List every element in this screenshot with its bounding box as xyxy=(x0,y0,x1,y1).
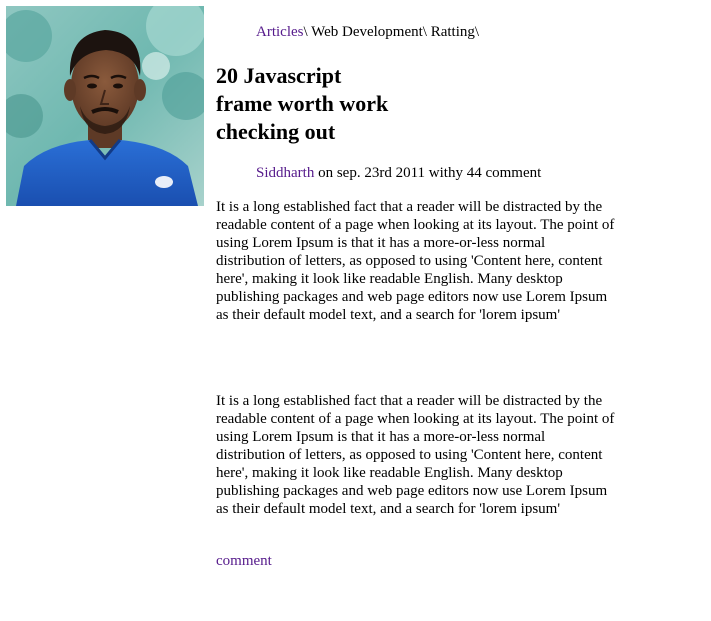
breadcrumb xyxy=(256,23,479,41)
article-title-line: checking out xyxy=(216,119,336,144)
comment-link[interactable]: comment xyxy=(216,553,272,569)
article-paragraph: It is a long established fact that a reader will be distracted by the readable content of a page when looking at its layout. The point of using Lorem Ipsum is that it has a more-or-less normal distribution of letters, as opposed to using 'Content here, content here', making it look like readable English. Many desktop publishing packages and web page editors now use Lorem Ipsum as their default model text, and a search for 'lorem ipsum' xyxy=(216,199,615,323)
article-title xyxy=(216,62,436,146)
breadcrumb-trail: \ Web Development\ Ratting\ xyxy=(303,24,480,40)
author-photo xyxy=(6,6,204,206)
article-meta: on sep. 23rd 2011 withy 44 comment xyxy=(314,165,542,181)
breadcrumb-articles-link[interactable]: Articles xyxy=(256,24,304,40)
article-paragraph: It is a long established fact that a reader will be distracted by the readable content of a page when looking at its layout. The point of using Lorem Ipsum is that it has a more-or-less normal distribution of letters, as opposed to using 'Content here, content here', making it look like readable English. Many desktop publishing packages and web page editors now use Lorem Ipsum as their default model text, and a search for 'lorem ipsum' xyxy=(216,393,615,517)
article-byline xyxy=(256,164,541,182)
author-link[interactable]: Siddharth xyxy=(256,165,315,181)
article-title-line: 20 Javascript xyxy=(216,63,342,88)
article-title-line: frame worth work xyxy=(216,91,389,116)
